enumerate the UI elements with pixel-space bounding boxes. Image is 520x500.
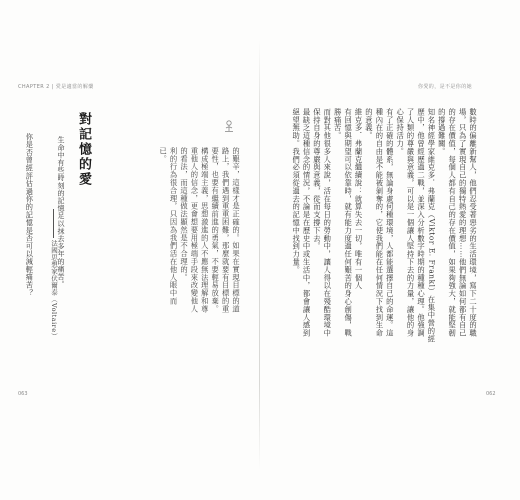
running-header-left: CHAPTER 2 | 愛是適當的解藥 [18,84,94,90]
attribution-dash [53,209,54,238]
book-gutter [259,40,260,470]
flower-ornament-icon [223,119,235,133]
left-page-body: 的艱辛，這樣才是正確的。如果在實現目標的道路上，我們遇到重重困難，那麼就要有目標的重要性，也要有繼續前進的勇氣，不要輕易放棄。 構成極端主義，思想激進的人不應無法理解和尊重他人的信念，更會想要用極端手段來改變他人的看法，而這種做法顯然是不合理的。 利的行為很合理，只因為我們活在他人眼中而已。 [159,147,241,313]
section-title: 對記憶的愛 [76,112,91,187]
running-header-right: 你愛的，是不是你的她 [418,84,473,90]
page-number-right: 062 [486,391,496,397]
closing-question: 你是否曾經評估過你的記憶是否可以減輕痛苦？ [25,133,35,297]
page-number-left: 063 [18,391,28,397]
epigraph-attribution: 法國思想家伏爾泰（Voltaire） [50,240,58,340]
right-page-body: 數時的偏離新幫人，他們忍受著惡劣的生活環境，寫下二十度的職場，只為了實現自己的獨特熱愛的理想……他們無論如何都有自己的存在價值，每個人都有自己的存在價值，如果夠強大，就能堅韌的撐過難關。 知名神經學家維克多．弗蘭克（Viktor E. Frankl）在集中營的經歷中，他曾經歷過二戰，並深入分析數字時期的種種心理。他強調了人類的尊嚴與意義，可以是一個讓人堅持下去的力量，讓他的身心保持活力。 有了正確的體系，無論身處何種環境，人都能選擇自己的命運。這種內在的自由是不能被剝奪的，它使我們能在任何情況下找到生命的意義。 維克多．弗蘭克繼續說：就算失去一切，唯有一個人 有回憶與期望可以依靠時，就有能力度過任何艱苦的身心創傷，戰勝痛苦。 而對其他很多人來說，活在每日的勞動中，讓人得以在殘酷環境中保持自身的尊嚴與意義，從而支撐下去。 最缺乏這種信念的情況，不論是在歷史中或生活中，都會讓人感到絕望無助。我們必須從過去的記憶中找到力量。 [292,108,478,343]
epigraph-quote: 生命中有些時刻的記憶足以抹去多年的痛苦。 [57,136,65,288]
